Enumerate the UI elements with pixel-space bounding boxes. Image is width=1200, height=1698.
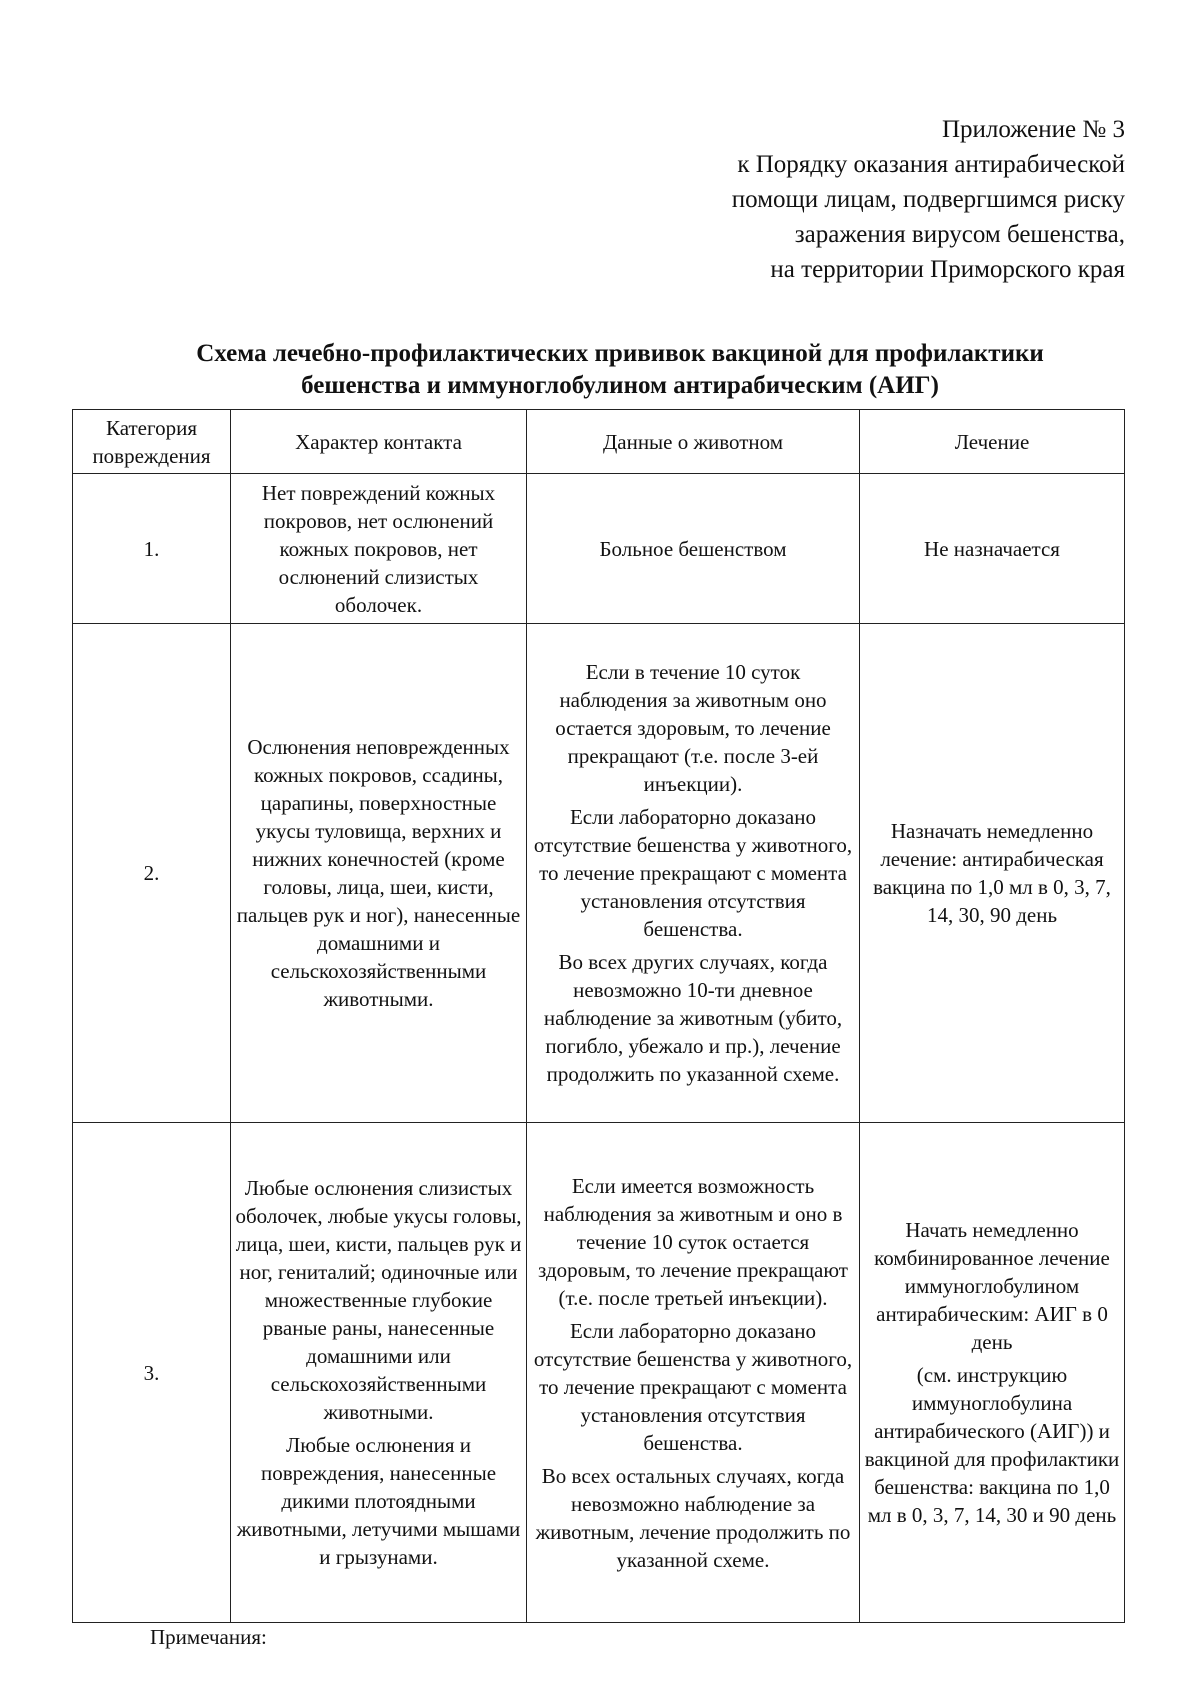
cell-animal — [527, 624, 860, 1123]
animal-paragraph: Больное бешенством — [599, 536, 787, 561]
header-animal: Данные о животном — [527, 410, 860, 474]
annex-line: помощи лицам, подвергшимся риску — [731, 186, 1125, 213]
table-row — [73, 474, 1125, 624]
animal-paragraph: Если имеется возможность наблюдения за животным и оно в течение 10 суток остается здоровым, то лечение прекращают (т.е. после третьей инъекции). — [538, 1173, 848, 1310]
table-row — [73, 624, 1125, 1123]
treatment-paragraph: (см. инструкцию иммуноглобулина антирабического (АИГ)) и вакциной для профилактики бешенства: вакцина по 1,0 мл в 0, 3, 7, 14, 30 и 90 день — [864, 1363, 1120, 1527]
annex-reference — [525, 112, 1125, 287]
annex-line: на территории Приморского края — [770, 256, 1125, 283]
header-contact: Характер контакта — [231, 410, 527, 474]
animal-paragraph: Если в течение 10 суток наблюдения за животным оно остается здоровым, то лечение прекращают (т.е. после 3-ей инъекции). — [555, 660, 831, 796]
cell-contact — [231, 1123, 527, 1623]
cell-category: 2. — [73, 624, 231, 1123]
table-row — [73, 1123, 1125, 1623]
document-title — [100, 338, 1140, 402]
treatment-paragraph: Начать немедленно комбинированное лечение иммуноглобулином антирабическим: АИГ в 0 день — [874, 1218, 1110, 1354]
header-treatment: Лечение — [860, 410, 1125, 474]
animal-paragraph: Если лабораторно доказано отсутствие бешенства у животного, то лечение прекращают с момента установления отсутствия бешенства. — [533, 1318, 853, 1455]
cell-contact — [231, 624, 527, 1123]
animal-paragraph: Если лабораторно доказано отсутствие бешенства у животного, то лечение прекращают с момента установления отсутствия бешенства. — [533, 805, 853, 941]
title-line: Схема лечебно-профилактических прививок вакциной для профилактики — [196, 340, 1044, 367]
animal-paragraph: Во всех остальных случаях, когда невозможно наблюдение за животным, лечение продолжить по указанной схеме. — [535, 1463, 851, 1572]
contact-paragraph: Любые ослюнения и повреждения, нанесенные дикими плотоядными животными, летучими мышами и грызунами. — [236, 1433, 521, 1569]
notes-label: Примечания: — [150, 1625, 267, 1649]
contact-paragraph: Нет повреждений кожных покровов, нет ослюнений кожных покровов, нет ослюнений слизистых оболочек. — [261, 480, 496, 617]
cell-category: 3. — [73, 1123, 231, 1623]
contact-paragraph: Любые ослюнения слизистых оболочек, любые укусы головы, лица, шеи, кисти, пальцев рук и ног, гениталий; одиночные или множественные глубокие рваные раны, нанесенные домашними или сельскохозяйственными животными. — [235, 1176, 522, 1424]
table-header-row — [73, 410, 1125, 474]
cell-treatment — [860, 624, 1125, 1123]
treatment-paragraph: Назначать немедленно лечение: антирабическая вакцина по 1,0 мл в 0, 3, 7, 14, 30, 90 день — [873, 819, 1111, 927]
contact-paragraph: Ослюнения неповрежденных кожных покровов, ссадины, царапины, поверхностные укусы туловища, верхних и нижних конечностей (кроме головы, лица, шеи, кисти, пальцев рук и ног), нанесенные домашними и сельскохозяйственными животными. — [236, 735, 521, 1011]
vaccination-scheme-table — [72, 409, 1125, 1623]
title-line: бешенства и иммуноглобулином антирабическим (АИГ) — [301, 372, 939, 399]
animal-paragraph: Во всех других случаях, когда невозможно 10-ти дневное наблюдение за животным (убито, погибло, убежало и пр.), лечение продолжить по указанной схеме. — [543, 950, 843, 1086]
header-category: Категория повреждения — [73, 410, 231, 474]
cell-animal — [527, 1123, 860, 1623]
annex-line: заражения вирусом бешенства, — [794, 221, 1125, 248]
annex-line: Приложение № 3 — [941, 116, 1125, 143]
cell-animal — [527, 474, 860, 624]
treatment-paragraph: Не назначается — [924, 536, 1060, 561]
cell-category: 1. — [73, 474, 231, 624]
annex-line: к Порядку оказания антирабической — [737, 151, 1125, 178]
cell-contact — [231, 474, 527, 624]
cell-treatment — [860, 474, 1125, 624]
cell-treatment — [860, 1123, 1125, 1623]
